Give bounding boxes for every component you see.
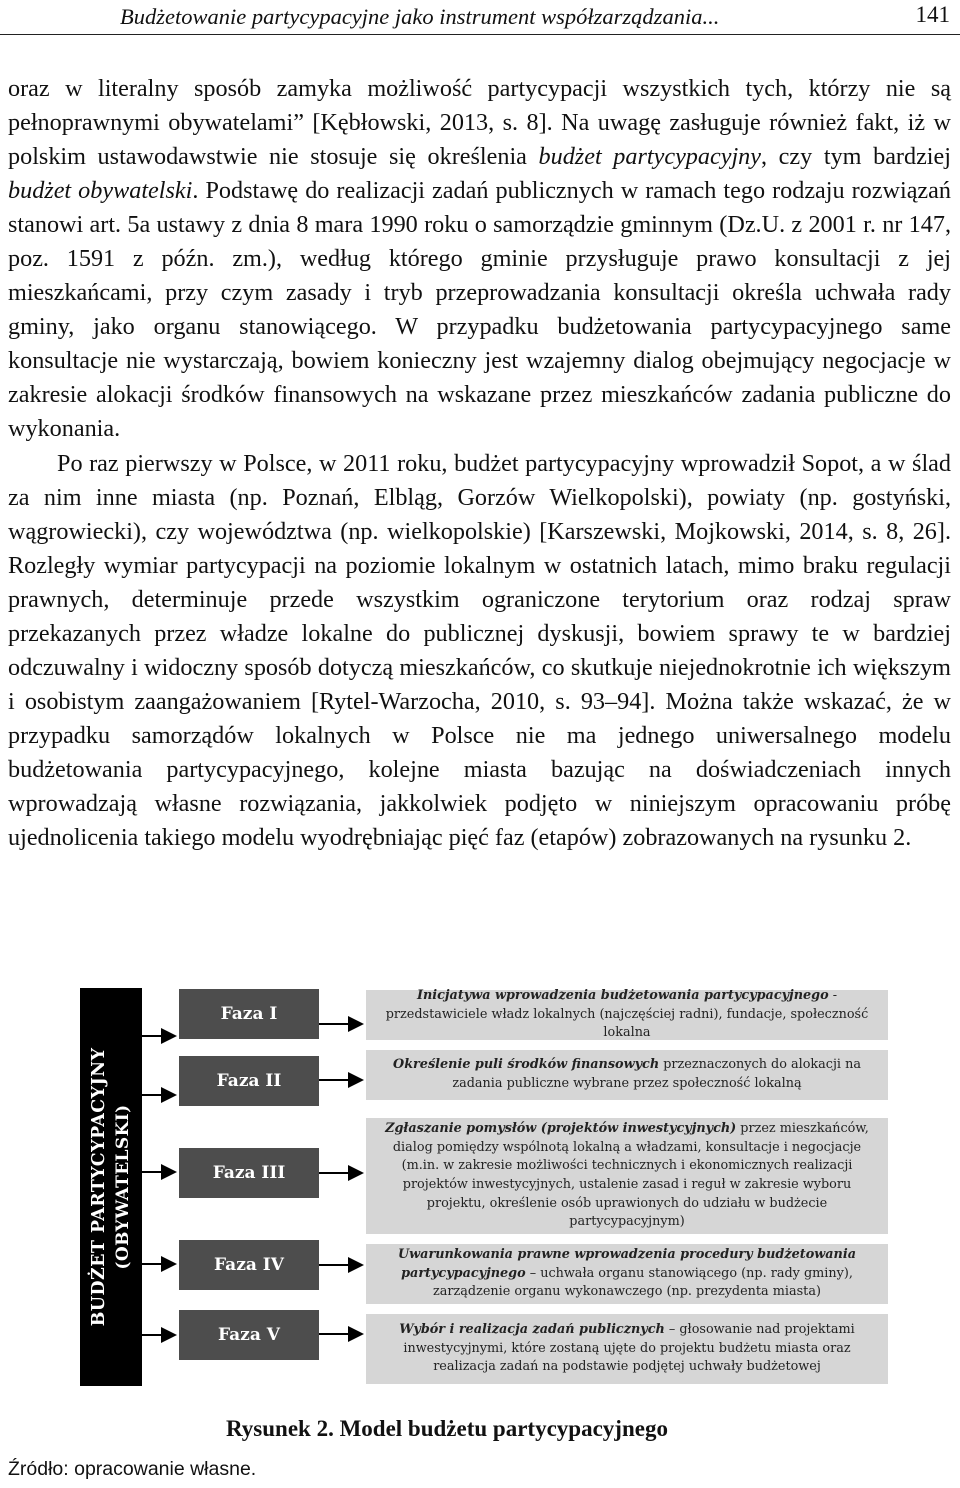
phase-2-text: przeznaczonych do alokacji na zadania publiczne wybrane przez społeczność lokalną <box>452 1057 861 1091</box>
vertical-label-line-1: BUDŻET PARTYCYPACYJNY <box>89 1047 109 1327</box>
phase-2-box: Faza II <box>179 1056 319 1106</box>
italic-term: budżet partycypacyjny <box>538 143 762 171</box>
phase-1-lead: Inicjatywa wprowadzenia budżetowania partycypacyjnego <box>416 988 829 1004</box>
text-run: . Podstawę do realizacji zadań publicznych w ramach tego rodzaju rozwiązań stanowi art. 5a ustawy z dnia 8 mara 1990 roku o samorządzie gminnym (Dz.U. z 2001 r. nr 147, poz. 1591 z późn. zm.), według którego gminie przysługuje prawo konsultacji z jej mieszkańcami, przy czym zasady i tryb przeprowadzania konsultacji określa uchwała rady gminy, jako organu stanowiącego. W przypadku budżetowania partycypacyjnego same konsultacje nie wystarczają, bowiem konieczny jest wzajemny dialog obejmujący negocjacje w zakresie alokacji środków finansowych na wskazane przez mieszkańców zadania publiczne do wykonania. <box>8 177 951 443</box>
phase-3-description <box>366 1118 888 1234</box>
phase-1-text: - przedstawiciele władz lokalnych (najczęściej radni), fundacje, społeczność lokalna <box>385 988 869 1041</box>
phase-2-description <box>366 1050 888 1100</box>
phase-2-lead: Określenie puli środków finansowych <box>393 1057 660 1073</box>
paragraph-1 <box>8 72 951 447</box>
figure-caption: Rysunek 2. Model budżetu partycypacyjnego <box>226 1416 668 1441</box>
phase-1-description <box>366 990 888 1040</box>
running-header <box>0 0 960 36</box>
phase-3-lead: Zgłaszanie pomysłów (projektów inwestycyjnych) <box>385 1121 737 1137</box>
phase-5-box: Faza V <box>179 1310 319 1360</box>
phase-4-lead: Uwarunkowania prawne wprowadzenia procedury budżetowania partycypacyjnego <box>397 1247 857 1281</box>
phase-3-box: Faza III <box>179 1148 319 1198</box>
phase-4-text: – uchwała organu stanowiącego (np. rady gminy), zarządzenie organu wykonawczego (np. prezydenta miasta) <box>433 1265 853 1300</box>
phase-5-text: – głosowanie nad projektami inwestycyjnymi, które zostaną ujęte do projektu budżetu miasta oraz realizacja zadań na podstawie podjętej uchwały budżetowej <box>403 1322 855 1375</box>
phase-4-box: Faza IV <box>179 1240 319 1290</box>
figure-source: Źródło: opracowanie własne. <box>8 1458 257 1480</box>
page-number: 141 <box>915 2 950 27</box>
paragraph-2: Po raz pierwszy w Polsce, w 2011 roku, budżet partycypacyjny wprowadził Sopot, a w ślad za nim inne miasta (np. Poznań, Elbląg, Gorzów Wielkopolski), powiaty (np. gostyński, wągrowiecki), czy województwa (np. wielkopolskie) [Karszewski, Mojkowski, 2014, s. 8, 26]. Rozległy wymiar partycypacji na poziomie lokalnym w ostatnich latach, mimo braku regulacji prawnych, determinuje przede wszystkim ograniczone terytorium oraz rodzaj spraw przekazanych przez władze lokalne do publicznej dyskusji, bowiem sprawy te w bardziej odczuwalny i widoczny sposób dotyczą mieszkańców, co skutkuje niejednokrotnie ich większym i osobistym zaangażowaniem [Rytel-Warzocha, 2010, s. 93–94]. Można także wskazać, że w przypadku samorządów lokalnych w Polsce nie ma jednego uniwersalnego modelu budżetowania partycypacyjnego, kolejne miasta bazując na doświadczeniach innych wprowadzają własne rozwiązania, jakkolwiek podjęto w niniejszym opracowaniu próbę ujednolicenia takiego modelu wyodrębniając pięć faz (etapów) zobrazowanych na rysunku 2. <box>8 449 951 852</box>
phase-4-description <box>366 1244 888 1304</box>
vertical-label <box>80 1044 142 1330</box>
body-text <box>8 72 951 855</box>
header-rule <box>0 34 960 35</box>
phase-1-box: Faza I <box>179 989 319 1039</box>
phase-5-description <box>366 1314 888 1384</box>
running-title: Budżetowanie partycypacyjne jako instrument współzarządzania... <box>120 4 720 29</box>
phase-5-lead: Wybór i realizacja zadań publicznych <box>399 1322 665 1338</box>
text-run: oraz w literalny sposób zamyka możliwość partycypacji wszystkich tych, którzy nie są pełnoprawnymi obywatelami” [Kębłowski, 2013, s. 8]. Na uwagę zasługuje również fakt, iż w polskim ustawodawstwie nie stosuje się określenia <box>8 75 951 171</box>
participatory-budget-diagram <box>67 984 905 1390</box>
text-run: , czy tym bardziej <box>761 143 951 171</box>
vertical-label-line-2: (OBYWATELSKI) <box>113 1104 133 1270</box>
italic-term: budżet obywatelski <box>8 177 193 205</box>
phase-3-text: przez mieszkańców, dialog pomiędzy wspólnotą lokalną a władzami, konsultacje i negocjacje (m.in. w zakresie możliwości technicznych i ekonomicznych realizacji projektów inwestycyjnych, ustalenie zasad i reguł w zakresie wyboru projektu, określenie osób uprawionych do udziału w budżecie partycypacyjnym) <box>392 1121 869 1230</box>
